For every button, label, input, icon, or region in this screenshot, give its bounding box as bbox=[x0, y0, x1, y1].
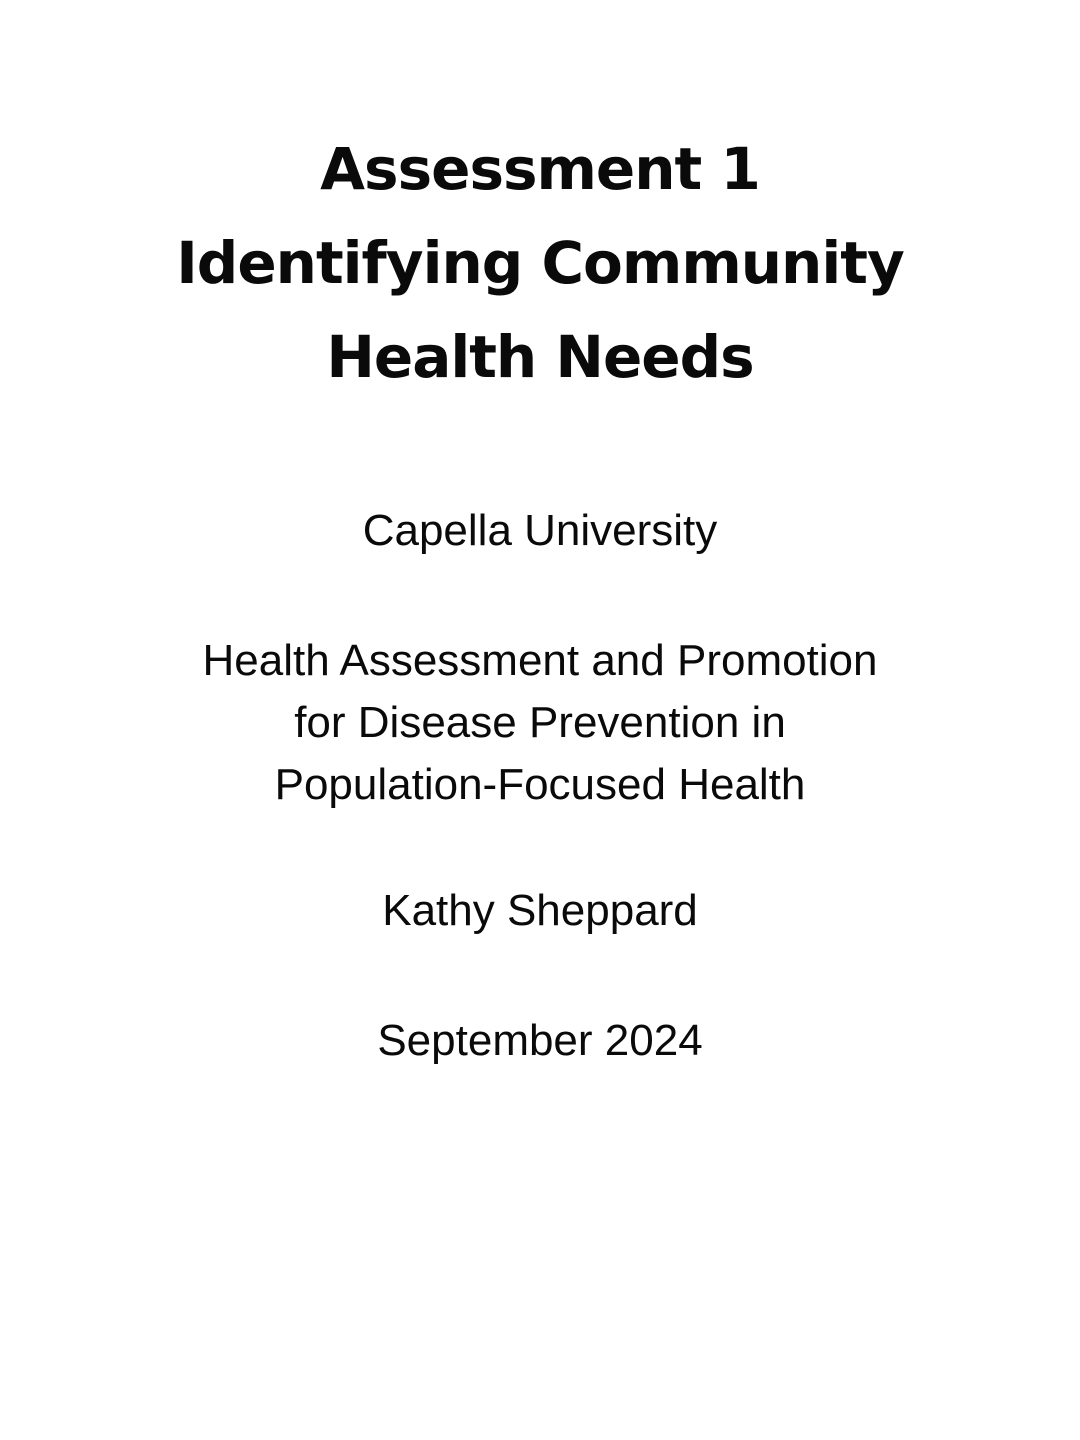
document-title bbox=[0, 122, 1080, 404]
course-line-1: Health Assessment and Promotion bbox=[202, 636, 878, 685]
course-name bbox=[0, 630, 1080, 816]
submission-date bbox=[0, 1010, 1080, 1072]
title-line-1: Assessment 1 bbox=[320, 135, 760, 203]
title-line-3: Health Needs bbox=[326, 323, 754, 391]
course-line-2: for Disease Prevention in bbox=[294, 698, 786, 747]
author-name bbox=[0, 880, 1080, 942]
author-text: Kathy Sheppard bbox=[382, 886, 698, 935]
title-line-2: Identifying Community bbox=[176, 229, 904, 297]
course-line-3: Population-Focused Health bbox=[274, 760, 806, 809]
university-name bbox=[0, 500, 1080, 562]
university-text: Capella University bbox=[362, 506, 718, 555]
date-text: September 2024 bbox=[377, 1016, 703, 1065]
